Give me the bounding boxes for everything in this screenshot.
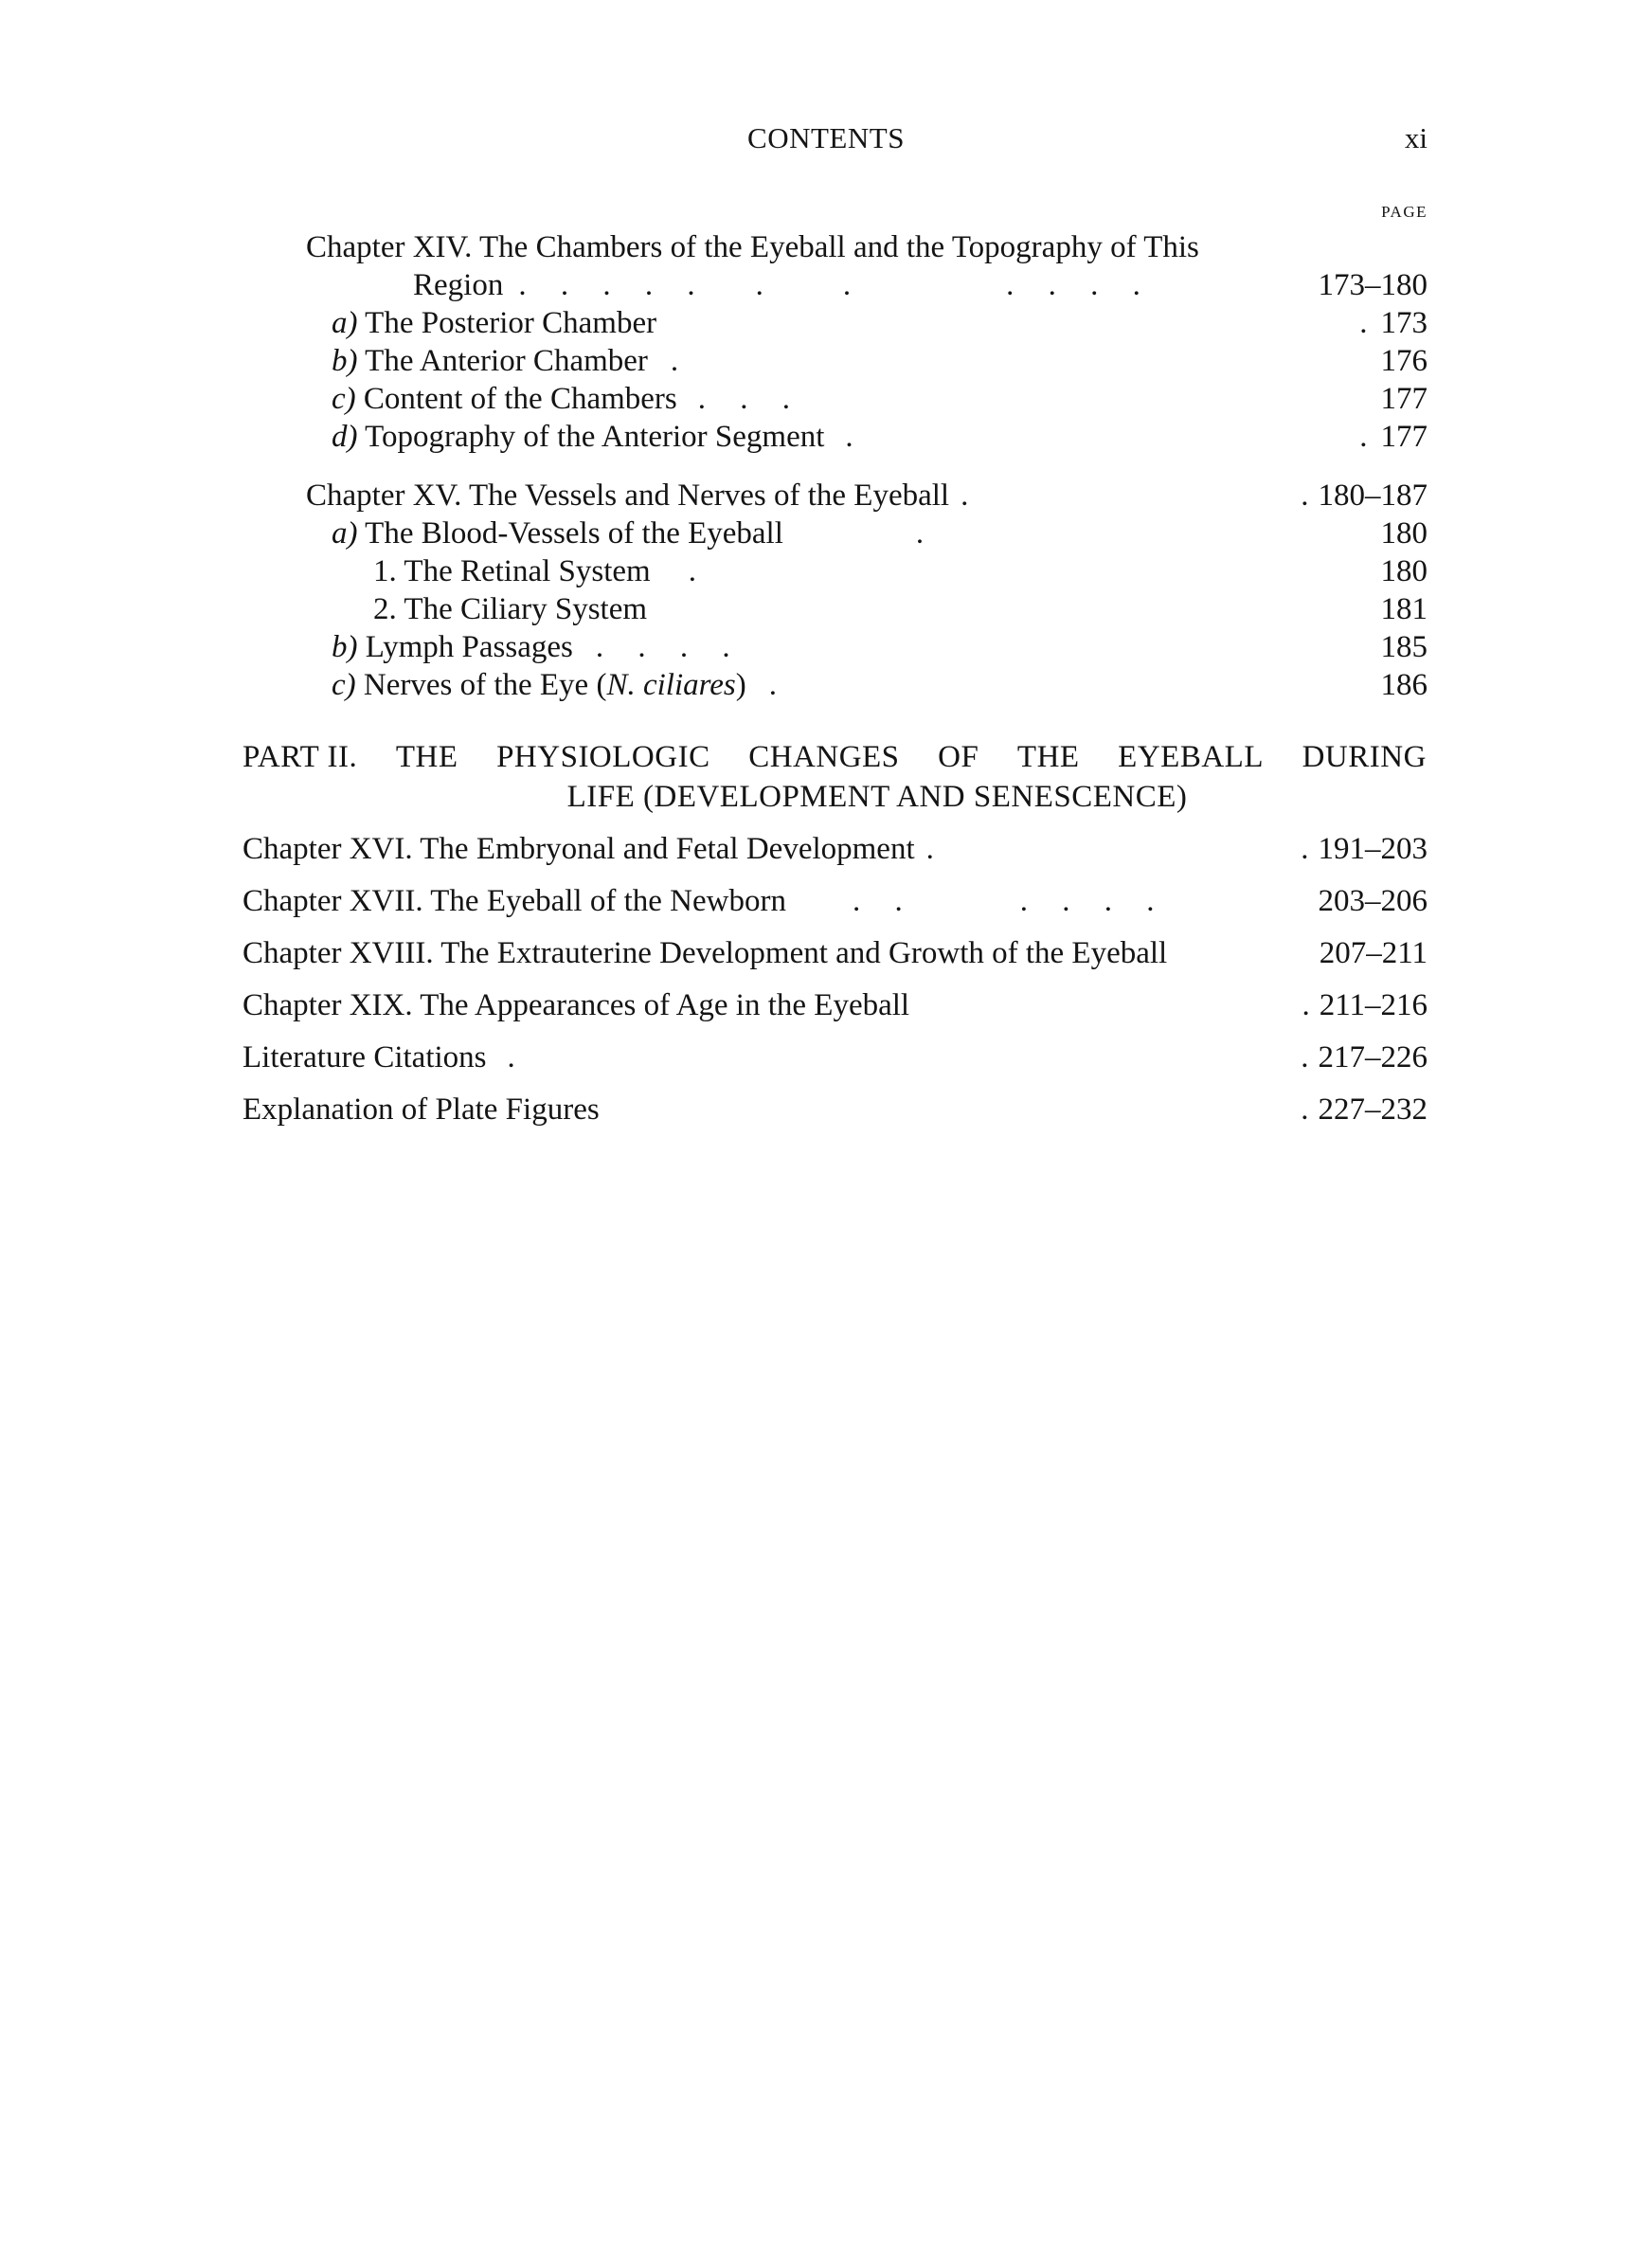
subentry-page: 186 xyxy=(1380,668,1428,702)
page-column-label: PAGE xyxy=(1381,203,1428,221)
toc-entry-pages: 227–232 xyxy=(1318,1092,1428,1127)
toc-entry-chapter-16: Chapter XVI. The Embryonal and Fetal Development . . 191–203 xyxy=(242,832,1428,866)
part-heading xyxy=(242,737,1427,817)
subentry-text-italic: N. ciliares xyxy=(606,668,736,702)
subentry-text: Content of the Chambers xyxy=(363,382,677,416)
subsubentry-number: 1. xyxy=(373,554,397,588)
subentry-text: Topography of the Anterior Segment xyxy=(365,420,825,454)
subentry-letter: b) xyxy=(332,630,358,664)
toc-entry-label: Chapter XIX. The Appearances of Age in the Eyeball xyxy=(242,988,910,1022)
subsubentry-page: 180 xyxy=(1380,554,1428,588)
toc-subentry-b: b) The Anterior Chamber . 176 xyxy=(332,344,1428,378)
toc-entry-chapter-18 xyxy=(242,934,1428,972)
toc-entry-chapter-15: Chapter XV. The Vessels and Nerves of the Eyeball . . 180–187 xyxy=(306,478,1428,513)
running-head xyxy=(0,121,1652,169)
subentry-letter: d) xyxy=(332,420,358,454)
toc-subentry-d: d) Topography of the Anterior Segment . . 177 xyxy=(332,420,1428,454)
toc-subentry-b: b) Lymph Passages . . . . 185 xyxy=(332,630,1428,664)
subentry-text: The Blood-Vessels of the Eyeball xyxy=(365,516,783,551)
toc-entry-pages: 173–180 xyxy=(1318,268,1428,302)
subsubentry-number: 2. xyxy=(373,592,397,626)
subsubentry-text: The Ciliary System xyxy=(404,592,648,626)
toc-entry-pages: 180–187 xyxy=(1318,478,1428,513)
subentry-page: 180 xyxy=(1380,516,1428,551)
toc-subentry-c: c) Nerves of the Eye (N. ciliares) . 186 xyxy=(332,668,1428,702)
toc-entry-pages: 217–226 xyxy=(1318,1040,1428,1074)
subentry-letter: a) xyxy=(332,516,358,551)
subsubentry-page: 181 xyxy=(1380,592,1428,626)
toc-entry-label: Explanation of Plate Figures xyxy=(242,1092,600,1127)
subentry-page: 177 xyxy=(1380,420,1428,454)
toc-entry-label: Literature Citations xyxy=(242,1040,487,1074)
subentry-letter: c) xyxy=(332,382,356,416)
toc-entry-chapter-19: Chapter XIX. The Appearances of Age in the Eyeball . 211–216 xyxy=(242,988,1428,1022)
toc-entry-label: Region . . . . . . . . . . . xyxy=(413,268,1154,302)
page-folio: xi xyxy=(1404,121,1428,154)
toc-entry-label: Chapter XVI. The Embryonal and Fetal Development xyxy=(242,832,915,866)
toc-subentry-c: c) Content of the Chambers . . . 177 xyxy=(332,382,1428,416)
toc-entry-chapter-14-line2 xyxy=(413,266,1428,304)
subentry-letter: c) xyxy=(332,668,356,702)
toc-entry-literature-citations: Literature Citations . . 217–226 xyxy=(242,1040,1428,1074)
toc-subsubentry-1: 1. The Retinal System . 180 xyxy=(373,554,1428,588)
subentry-text: Nerves of the Eye ( xyxy=(363,668,607,702)
subentry-text: The Posterior Chamber xyxy=(365,306,657,340)
toc-entry-label: Chapter XVIII. The Extrauterine Development and Growth of the Eyeball xyxy=(242,936,1168,970)
subentry-page: 177 xyxy=(1380,382,1428,416)
subsubentry-text: The Retinal System xyxy=(404,554,651,588)
toc-entry-label: Chapter XV. The Vessels and Nerves of the Eyeball xyxy=(306,478,950,513)
toc-entry-label: Chapter XIV. The Chambers of the Eyeball and the Topography of This xyxy=(306,230,1199,264)
subentry-letter: a) xyxy=(332,306,358,340)
toc-entry-pages: 211–216 xyxy=(1319,988,1428,1022)
toc-entry-chapter-14-line1 xyxy=(306,228,1428,266)
toc-entry-label: Chapter XVII. The Eyeball of the Newborn xyxy=(242,884,786,918)
toc-entry-pages: 203–206 xyxy=(1318,884,1428,918)
part-heading-line2: LIFE (DEVELOPMENT AND SENESCENCE) xyxy=(566,780,1188,814)
toc-entry-chapter-17: Chapter XVII. The Eyeball of the Newborn . . . . . . 203–206 xyxy=(242,884,1428,918)
toc-subentry-a: a) The Posterior Chamber . 173 xyxy=(332,306,1428,340)
toc-entry-plate-figures: Explanation of Plate Figures . 227–232 xyxy=(242,1092,1428,1127)
running-head-title: CONTENTS xyxy=(747,121,905,154)
toc-subentry-a: a) The Blood-Vessels of the Eyeball . 180 xyxy=(332,516,1428,551)
subentry-page: 176 xyxy=(1380,344,1428,378)
toc-entry-pages: 191–203 xyxy=(1318,832,1428,866)
subentry-page: 173 xyxy=(1380,306,1428,340)
subentry-text: The Anterior Chamber xyxy=(365,344,648,378)
part-heading-line1: PART II. THE PHYSIOLOGIC CHANGES OF THE EYEBALL DURING xyxy=(242,740,1427,774)
toc-entry-pages: 207–211 xyxy=(1319,936,1428,970)
toc-subsubentry-2 xyxy=(373,590,1428,628)
subentry-text: Lymph Passages xyxy=(365,630,573,664)
subentry-letter: b) xyxy=(332,344,358,378)
subentry-page: 185 xyxy=(1380,630,1428,664)
